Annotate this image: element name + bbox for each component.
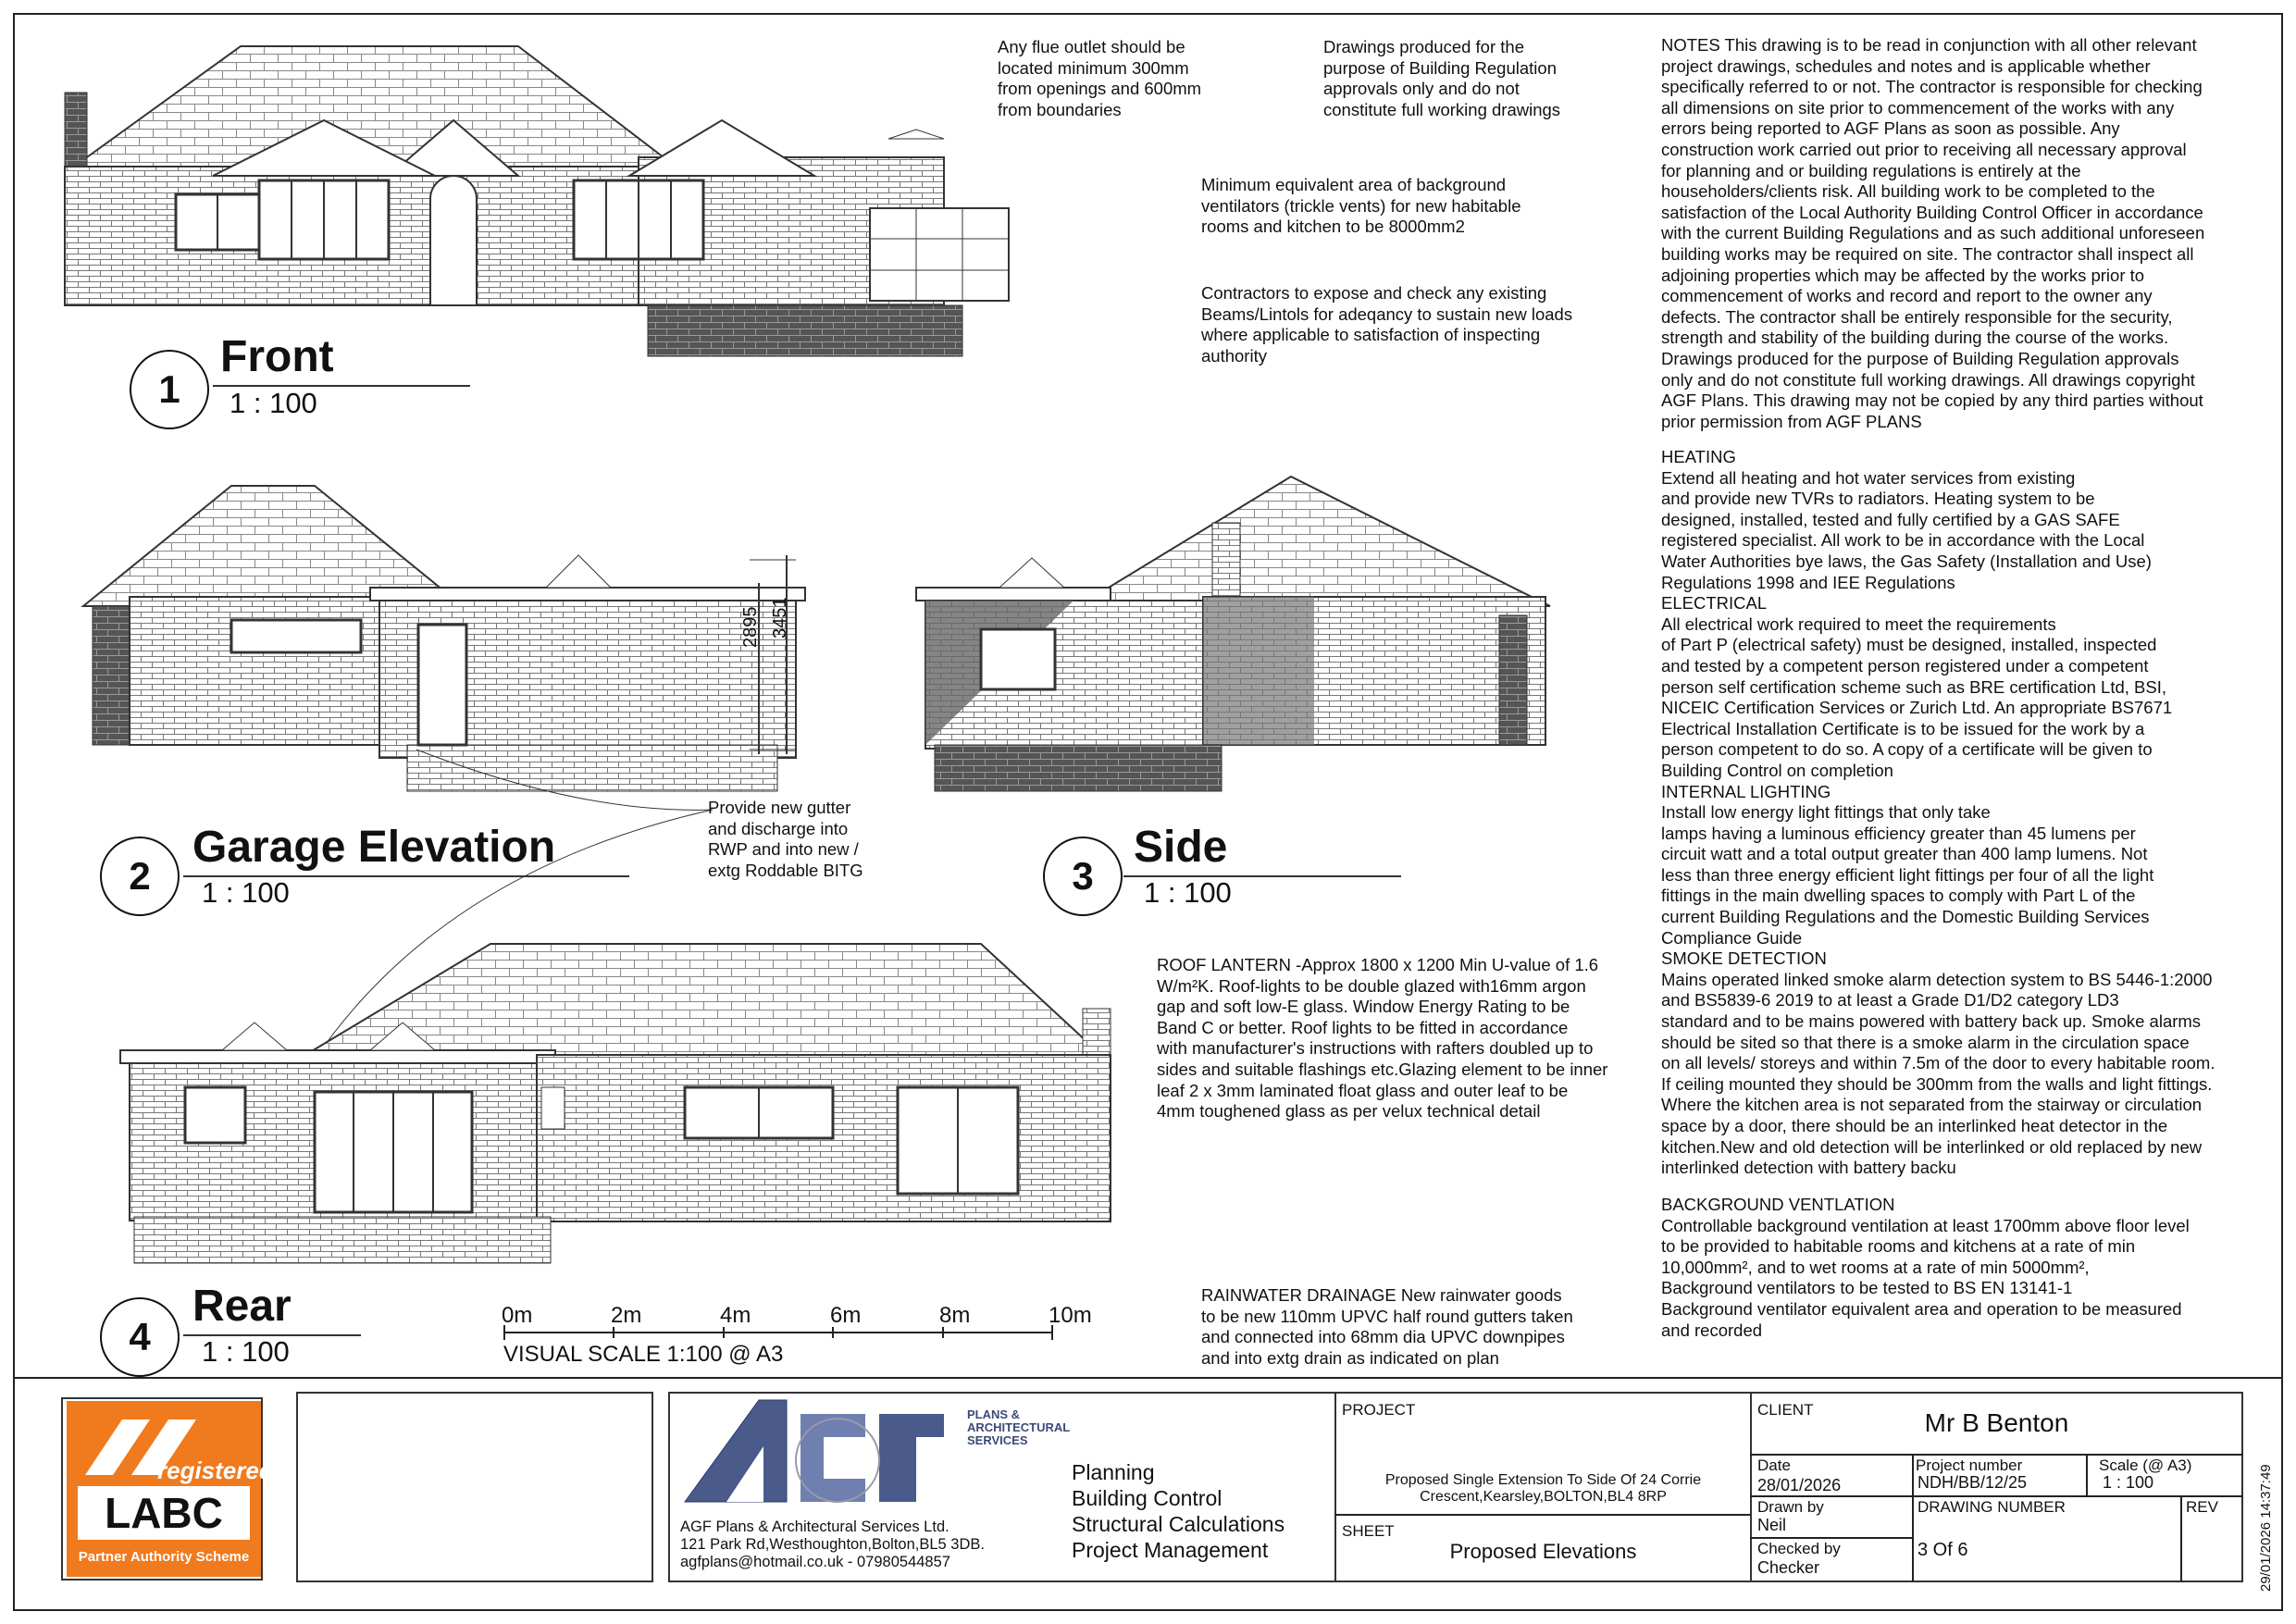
front-elevation-drawing (56, 37, 1036, 379)
empty-logo-box (296, 1392, 653, 1582)
rear-elevation-drawing (120, 935, 1120, 1268)
date-value: 28/01/2026 (1757, 1476, 1842, 1494)
scale-label-8m: 8m (939, 1303, 971, 1328)
rear-view-number: 4 (100, 1297, 180, 1377)
print-timestamp: 29/01/2026 14:37:49 (2258, 1464, 2274, 1592)
contractors-note: Contractors to expose and check any existing Beams/Lintols for adeqancy to sustain new loads where applicable to satisfaction of inspecting authority (1201, 283, 1573, 366)
number-col-divider (2086, 1454, 2088, 1495)
rear-view-title: Rear (192, 1282, 292, 1331)
rear-view-scale: 1 : 100 (202, 1335, 290, 1368)
service-building-control: Building Control (1072, 1486, 1222, 1510)
drawn-row-divider (1750, 1537, 1912, 1539)
agf-services (1072, 1459, 1285, 1563)
flue-note: Any flue outlet should be located minimum 300mm from openings and 600mm from boundaries (998, 37, 1202, 119)
dimension-2895: 2895 (740, 606, 761, 648)
front-view-scale: 1 : 100 (230, 387, 317, 419)
drawings-regulation-note: Drawings produced for the purpose of Building Regulation approvals only and do not constitute full working drawings (1323, 37, 1561, 119)
drawing-number-value: 3 Of 6 (1917, 1540, 1968, 1560)
labc-footer-text: Partner Authority Scheme (78, 1549, 250, 1565)
scale-label: Scale (@ A3) (2099, 1457, 2192, 1474)
scale-label-0m: 0m (502, 1303, 533, 1328)
front-view-title: Front (220, 332, 334, 381)
project-description: Proposed Single Extension To Side Of 24 Corrie Crescent,Kearsley,BOLTON,BL4 8RP (1384, 1472, 1702, 1505)
service-project-management: Project Management (1072, 1538, 1269, 1562)
client-label: CLIENT (1757, 1401, 1814, 1419)
checked-by-label: Checked by (1757, 1540, 1841, 1557)
service-structural: Structural Calculations (1072, 1512, 1285, 1536)
roof-lantern-note: ROOF LANTERN -Approx 1800 x 1200 Min U-value of 1.6 W/m²K. Roof-lights to be double glazed with16mm argon gap and soft low-E glass. Window Energy Rating to be Band C or better. Roof lights to be fitted in accordance with manufacturer's instructions with rafters doubled up to sides and suitable flashings etc.Glazing element to be inner leaf 2 x 3mm laminated float glass and outer leaf to be 4mm toughened glass as per velux technical detail (1157, 955, 1608, 1122)
agf-address: 121 Park Rd,Westhoughton,Bolton,BL5 3DB. (680, 1536, 985, 1553)
agf-contact: agfplans@hotmail.co.uk - 07980544857 (680, 1554, 950, 1570)
scale-label-2m: 2m (611, 1303, 642, 1328)
scale-value: 1 : 100 (2103, 1473, 2154, 1492)
ventilation-notes: BACKGROUND VENTLATION Controllable background ventilation at least 1700mm above floor level to be provided to habitable rooms and kitchens at a rate of min 10,000mm², and to wet rooms at a rate of min 5000mm², Background ventilators to be tested to BS EN 13141-1 Background ventilator equivalent area and operation to be measured and recorded (1661, 1195, 2190, 1340)
rev-col-divider (2180, 1495, 2182, 1582)
drawn-by-value: Neil (1757, 1516, 1787, 1534)
service-planning: Planning (1072, 1460, 1155, 1484)
scale-caption: VISUAL SCALE 1:100 @ A3 (503, 1342, 784, 1367)
checked-by-value: Checker (1757, 1558, 1820, 1577)
sheet-title: Proposed Elevations (1449, 1540, 1637, 1563)
rev-label: REV (2186, 1498, 2218, 1516)
labc-wordmark: LABC (78, 1486, 250, 1540)
dimension-3451: 3451 (770, 597, 790, 638)
labc-logo (67, 1401, 274, 1577)
gutter-note: Provide new gutter and discharge into RWP and into new / extg Roddable BITG (708, 798, 863, 880)
scale-bar (500, 1323, 1092, 1342)
side-elevation-drawing (907, 467, 1555, 800)
services-notes: HEATING Extend all heating and hot water services from existing and provide new TVRs to radiators. Heating system to be designed, installed, tested and fully certified by a GAS SAFE registered specialist. All work to be in accordance with the Local Water Authorities bye laws, the Gas Safety (Installation and Use) Regulations 1998 and IEE Regulations ELECTRICAL All electrical work required to meet the requirements of Part P (electrical safety) must be designed, installed, inspected and tested by a competent person registered under a competent person self certification scheme such as BRE certification Ltd, BSI, NICEIC Certification Services or Zurich Ltd. An appropriate BS7671 Electrical Installation Certificate is to be issued for the work by a person competent to do so. A copy of a certificate will be given to Building Control on completion INTERNAL LIGHTING Install low energy light fittings that only take lamps having a luminous efficiency greater than 45 lumens per circuit watt and a total output greater than 400 lamp lumens. Not less than three energy efficient light fittings per four of all the light fittings in the main dwelling spaces to comply with Part L of the current Building Regulations and the Domestic Building Services Compliance Guide SMOKE DETECTION Mains operated linked smoke alarm detection system to BS 5446-1:2000 and BS5839-6 2019 to at least a Grade D1/D2 category LD3 standard and to be mains powered with battery back up. Smoke alarms should be sited so that there is a smoke alarm in the circulation space on all levels/ storeys and within 7.5m of the door to every habitable room. If ceiling mounted they should be 300mm from the walls and light fittings. Where the kitchen area is not separated from the stairway or circulation space by a door, there should be an interlinked heat detector in the kitchen.New and old detection will be interlinked or old replaced by new interlinked detection with battery backu (1661, 447, 2215, 1178)
sheet-label: SHEET (1342, 1522, 1395, 1540)
rainwater-note: RAINWATER DRAINAGE New rainwater goods to be new 110mm UPVC half round gutters taken and connected into 68mm dia UPVC downpipes and into extg drain as indicated on plan (1201, 1285, 1573, 1368)
ventilators-note: Minimum equivalent area of background ventilators (trickle vents) for new habitable rooms and kitchen to be 8000mm2 (1201, 175, 1521, 237)
general-notes: NOTES This drawing is to be read in conjunction with all other relevant project drawings, schedules and notes and is applicable whether specifically referred to or not. The contractor is responsible for checking all dimensions on site prior to commencement of the works with any errors being reported to AGF Plans as soon as possible. Any construction work carried out prior to receiving all necessary approval for planning and or building regulations is entirely at the householders/clients risk. All building work to be completed to the satisfaction of the Local Authority Building Control Officer in accordance with the current Building Regulations and as such additional unforeseen building works may be required on site. The contractor shall inspect all adjoining properties which may be affected by the works prior to commencement of works and record and report to the owner any defects. The contractor shall be entirely responsible for the security, strength and stability of the building during the course of the works. Drawings produced for the purpose of Building Regulation approvals only and do not constitute full working drawings. All drawings copyright AGF Plans. This drawing may not be copied by any third parties without prior permission from AGF PLANS (1661, 35, 2205, 431)
project-number-label: Project number (1916, 1457, 2023, 1474)
project-label: PROJECT (1342, 1401, 1416, 1419)
garage-view-number: 2 (100, 837, 180, 916)
agf-company-name: AGF Plans & Architectural Services Ltd. (680, 1519, 949, 1535)
client-divider (1750, 1454, 2243, 1456)
project-number-value: NDH/BB/12/25 (1917, 1473, 2028, 1492)
garage-view-title: Garage Elevation (192, 823, 556, 872)
client-name: Mr B Benton (1924, 1408, 2069, 1437)
date-col-divider (1912, 1454, 1914, 1582)
agf-logo-subtext: PLANS & ARCHITECTURAL SERVICES (967, 1407, 1071, 1447)
side-view-title: Side (1134, 823, 1228, 872)
garage-view-scale: 1 : 100 (202, 876, 290, 909)
side-view-number: 3 (1043, 837, 1123, 916)
scale-label-4m: 4m (720, 1303, 751, 1328)
front-view-number: 1 (130, 350, 209, 429)
drawing-number-label: DRAWING NUMBER (1917, 1498, 2066, 1516)
title-block-top-border (13, 1377, 2283, 1379)
labc-registered-text: registered (157, 1457, 274, 1484)
agf-logo-icon (676, 1395, 972, 1511)
date-row-divider (1750, 1495, 2243, 1497)
side-view-scale: 1 : 100 (1144, 876, 1232, 909)
project-sheet-divider (1334, 1514, 1752, 1516)
scale-label-6m: 6m (830, 1303, 862, 1328)
scale-label-10m: 10m (1049, 1303, 1092, 1328)
date-label: Date (1757, 1457, 1791, 1474)
drawn-by-label: Drawn by (1757, 1498, 1824, 1516)
